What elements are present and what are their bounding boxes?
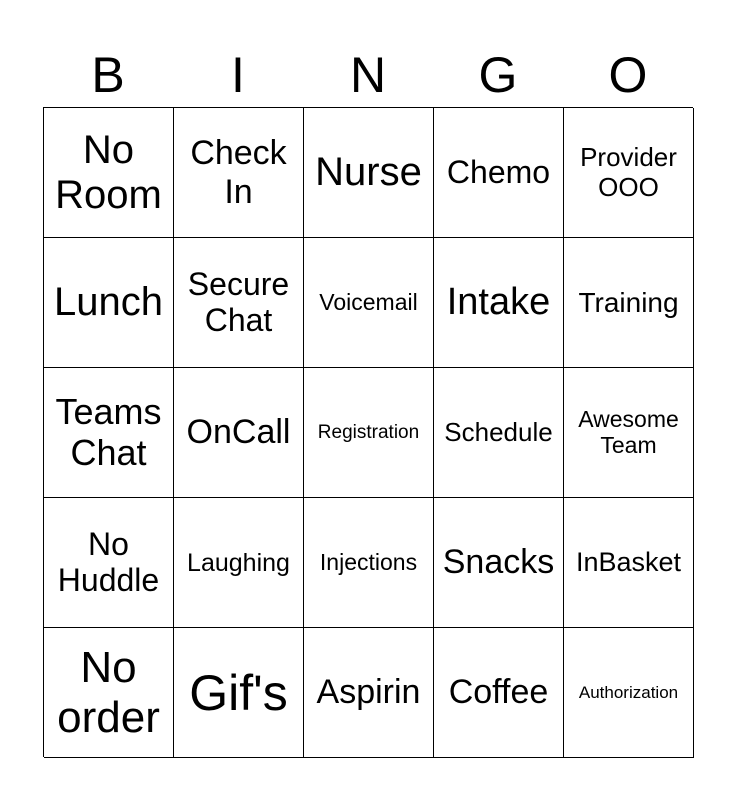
bingo-header xyxy=(43,46,693,104)
bingo-cell[interactable] xyxy=(44,108,174,238)
bingo-cell-label: Injections xyxy=(319,548,418,575)
bingo-cell-label: Voicemail xyxy=(319,288,418,315)
header-letter-i: I xyxy=(231,47,245,103)
bingo-cell-label: Coffee xyxy=(448,673,549,712)
bingo-cell-label: No order xyxy=(57,643,160,742)
bingo-cell[interactable] xyxy=(174,498,304,628)
bingo-cell[interactable] xyxy=(564,498,694,628)
bingo-cell[interactable] xyxy=(304,628,434,758)
bingo-cell[interactable] xyxy=(564,628,694,758)
bingo-cell[interactable] xyxy=(564,368,694,498)
bingo-cell-label: Nurse xyxy=(315,150,422,195)
bingo-cell[interactable] xyxy=(174,108,304,238)
bingo-cell[interactable] xyxy=(434,498,564,628)
bingo-cell-label: Gif's xyxy=(189,664,288,721)
bingo-cell-label: Teams Chat xyxy=(55,391,162,473)
header-letter-n: N xyxy=(349,47,387,103)
bingo-cell-label: Authorization xyxy=(578,682,679,702)
bingo-cell[interactable] xyxy=(564,238,694,368)
bingo-cell[interactable] xyxy=(434,368,564,498)
bingo-cell[interactable] xyxy=(174,238,304,368)
bingo-cell[interactable] xyxy=(434,238,564,368)
bingo-cell[interactable] xyxy=(44,368,174,498)
bingo-cell-label: InBasket xyxy=(575,547,682,578)
bingo-cell[interactable] xyxy=(564,108,694,238)
bingo-cell-label: Training xyxy=(578,286,679,318)
bingo-cell[interactable] xyxy=(44,628,174,758)
bingo-cell-label: Awesome Team xyxy=(578,405,679,458)
bingo-cell[interactable] xyxy=(304,108,434,238)
bingo-cell-label: No Huddle xyxy=(57,525,160,598)
bingo-cell-label: Registration xyxy=(317,421,420,443)
bingo-cell-label: Provider OOO xyxy=(580,142,677,202)
bingo-cell-label: Chemo xyxy=(446,153,551,190)
bingo-cell[interactable] xyxy=(304,238,434,368)
header-letter-g: G xyxy=(478,47,518,103)
bingo-cell-label: Lunch xyxy=(54,280,163,325)
bingo-cell-label: Secure Chat xyxy=(187,265,290,338)
bingo-cell-label: Intake xyxy=(446,281,551,324)
bingo-cell[interactable] xyxy=(44,238,174,368)
bingo-cell-label: Check In xyxy=(190,134,287,211)
bingo-cell[interactable] xyxy=(304,498,434,628)
bingo-cell[interactable] xyxy=(434,628,564,758)
bingo-cell-label: Schedule xyxy=(444,416,553,447)
bingo-board xyxy=(43,107,693,757)
bingo-cell[interactable] xyxy=(174,628,304,758)
bingo-cell-label: Aspirin xyxy=(316,673,421,712)
bingo-cell-label: Laughing xyxy=(187,548,290,577)
bingo-cell-label: OnCall xyxy=(186,413,291,452)
header-letter-b: B xyxy=(91,47,125,103)
header-letter-o: O xyxy=(608,47,648,103)
bingo-cell-label: No Room xyxy=(55,127,162,217)
bingo-cell-label: Snacks xyxy=(442,543,555,582)
bingo-cell[interactable] xyxy=(44,498,174,628)
bingo-cell[interactable] xyxy=(174,368,304,498)
bingo-cell[interactable] xyxy=(304,368,434,498)
bingo-cell[interactable] xyxy=(434,108,564,238)
